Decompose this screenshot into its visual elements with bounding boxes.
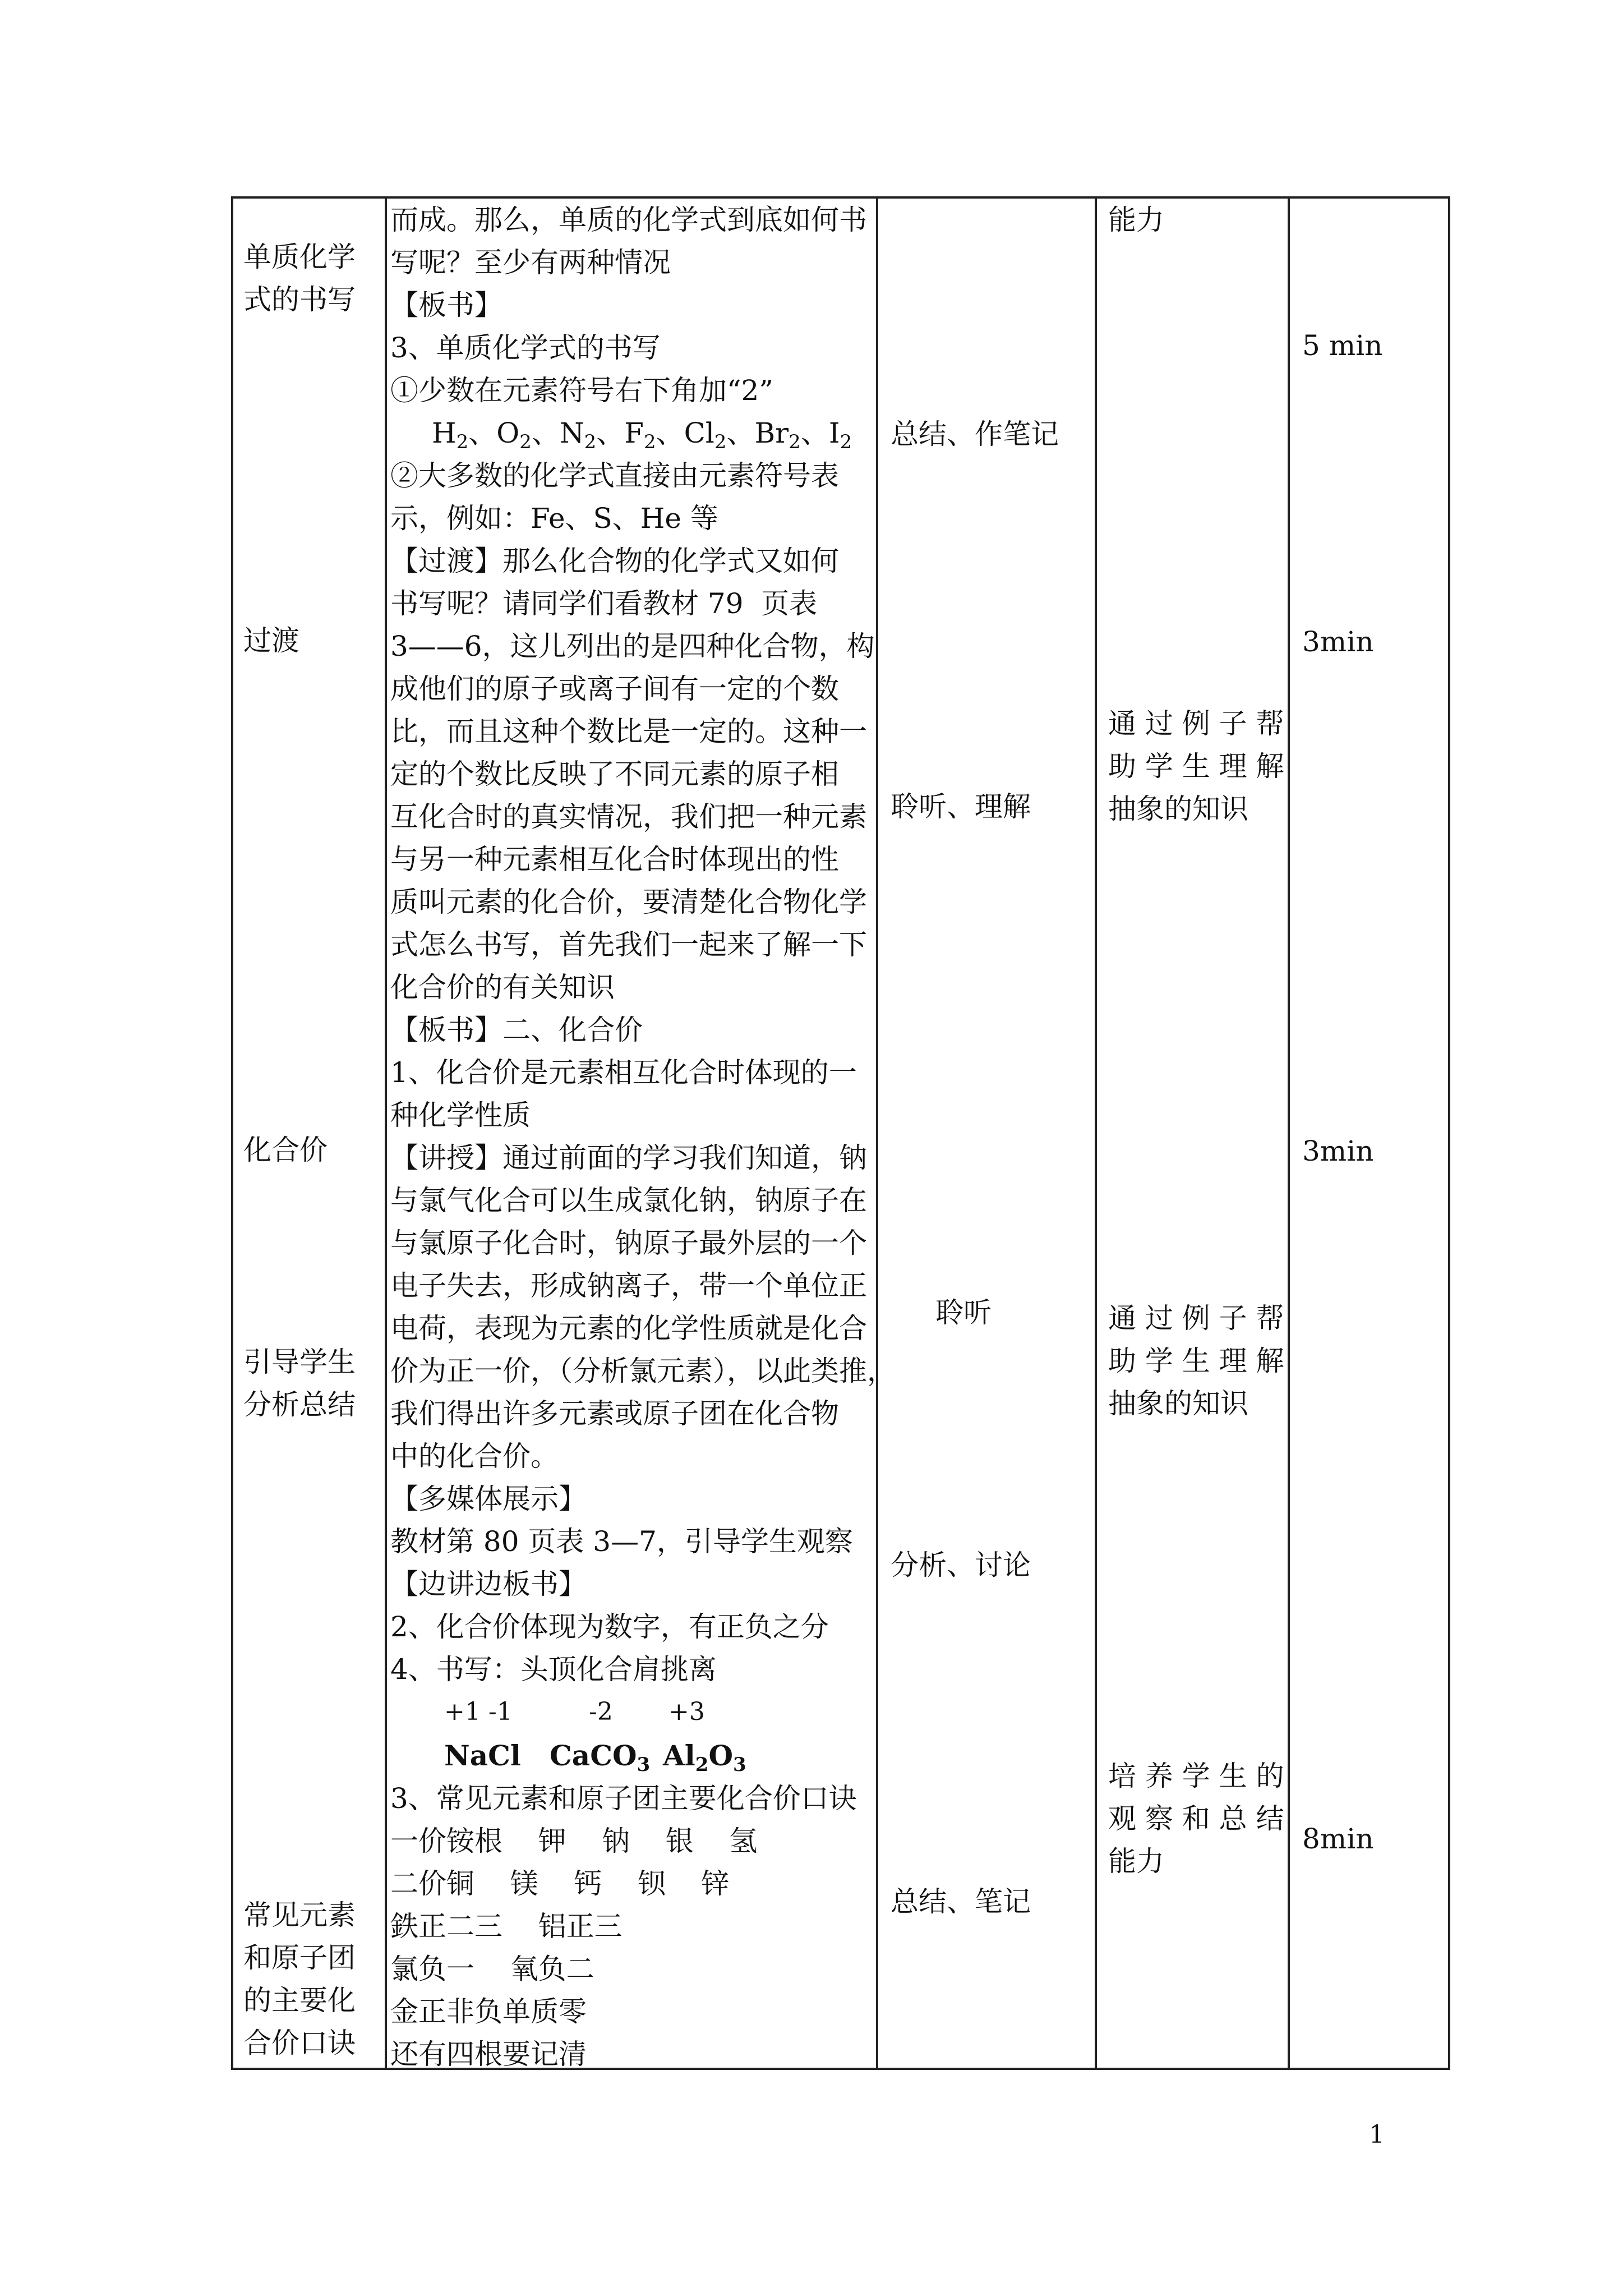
design-intent: 能力: [1108, 204, 1164, 236]
content-line: 3——6，这儿列出的是四种化合物，构: [390, 630, 875, 662]
content-line: 4、书写：头顶化合肩挑离: [390, 1653, 717, 1686]
student-activity: 分析、讨论: [891, 1549, 1031, 1581]
content-line: 二价铜 镁 钙 钡 锌: [390, 1867, 730, 1900]
content-line: 写呢？至少有两种情况: [390, 246, 671, 279]
design-intent: 观 察 和 总 结: [1108, 1802, 1284, 1835]
stage-label: 的主要化: [243, 1984, 356, 2017]
valence-numbers: +1 -1: [444, 1697, 513, 1726]
content-line: 种化学性质: [390, 1099, 531, 1131]
content-line: 【板书】: [390, 289, 502, 321]
time-allocation: 3min: [1302, 625, 1374, 658]
table-border-col3: [1095, 196, 1097, 2070]
stage-label: 过渡: [243, 624, 299, 657]
design-intent: 抽象的知识: [1108, 1387, 1248, 1420]
content-line: 鉄正二三 铝正三: [390, 1910, 623, 1943]
table-border-right: [1448, 196, 1450, 2070]
stage-label: 和原子团: [243, 1941, 356, 1974]
content-line: ①少数在元素符号右下角加“2”: [390, 374, 773, 407]
content-line: 【边讲边板书】: [390, 1568, 587, 1600]
content-line: 中的化合价。: [390, 1440, 559, 1473]
content-line: 化合价的有关知识: [390, 971, 615, 1004]
design-intent: 能力: [1108, 1845, 1164, 1878]
stage-label: 引导学生: [243, 1346, 356, 1378]
content-line: 示，例如：Fe、S、He 等: [390, 502, 718, 535]
content-line: 书写呢？请同学们看教材 79 页表: [390, 587, 818, 620]
content-line: 1、化合价是元素相互化合时体现的一: [390, 1056, 857, 1089]
content-line: 【过渡】那么化合物的化学式又如何: [390, 545, 839, 577]
stage-label: 单质化学: [243, 241, 356, 273]
time-allocation: 5 min: [1302, 329, 1383, 362]
table-border-col2: [876, 196, 878, 2070]
time-allocation: 3min: [1302, 1135, 1374, 1167]
formula-nacl: NaCl: [444, 1739, 521, 1772]
stage-label: 合价口诀: [243, 2027, 356, 2059]
content-line: 价为正一价，（分析氯元素），以此类推，: [390, 1355, 895, 1387]
content-line: 3、常见元素和原子团主要化合价口诀: [390, 1782, 857, 1815]
table-border-col4: [1288, 196, 1290, 2070]
content-line: 与另一种元素相互化合时体现出的性: [390, 843, 839, 876]
content-line: 质叫元素的化合价，要清楚化合物化学: [390, 886, 867, 918]
content-line: 氯负一 氧负二: [390, 1953, 594, 1985]
content-line: 教材第 80 页表 3—7，引导学生观察: [390, 1525, 853, 1558]
design-intent: 助 学 生 理 解: [1108, 750, 1284, 783]
table-border-left: [231, 196, 233, 2070]
formula-al2o3: $Al_2O_3$: [663, 1739, 746, 1776]
content-line: 2、化合价体现为数字，有正负之分: [390, 1611, 829, 1643]
formula-line-elements: $H_2$、$O_2$、$N_2$、$F_2$、$Cl_2$、$Br_2$、$I_2$: [432, 417, 852, 453]
content-line: 与氯气化合可以生成氯化钠，钠原子在: [390, 1184, 867, 1217]
design-intent: 培 养 学 生 的: [1108, 1760, 1284, 1792]
content-line: 电子失去，形成钠离子，带一个单位正: [390, 1269, 867, 1302]
content-line: 【板书】二、化合价: [390, 1014, 643, 1046]
content-line: 【讲授】通过前面的学习我们知道，钠: [390, 1142, 867, 1174]
design-intent: 通 过 例 子 帮: [1108, 707, 1284, 740]
content-line: 3、单质化学式的书写: [390, 332, 661, 364]
stage-label: 分析总结: [243, 1388, 356, 1421]
content-line: ②大多数的化学式直接由元素符号表: [390, 459, 839, 492]
stage-label: 式的书写: [243, 283, 356, 316]
table-border-col1: [385, 196, 387, 2070]
stage-label: 化合价: [243, 1134, 328, 1166]
student-activity: 总结、作笔记: [891, 418, 1059, 450]
content-line: 我们得出许多元素或原子团在化合物: [390, 1397, 839, 1430]
content-line: 金正非负单质零: [390, 1995, 587, 2028]
content-line: 而成。那么，单质的化学式到底如何书: [390, 204, 867, 236]
design-intent: 抽象的知识: [1108, 793, 1248, 825]
formula-caco3: CaCO$_3$: [550, 1739, 651, 1776]
page-number: 1: [1369, 2120, 1385, 2149]
valence-numbers: +3: [668, 1697, 705, 1726]
time-allocation: 8min: [1302, 1823, 1374, 1855]
design-intent: 通 过 例 子 帮: [1108, 1302, 1284, 1335]
content-line: 定的个数比反映了不同元素的原子相: [390, 758, 839, 790]
content-line: 与氯原子化合时，钠原子最外层的一个: [390, 1227, 867, 1259]
content-line: 一价铵根 钾 钠 银 氢: [390, 1825, 758, 1857]
content-line: 还有四根要记清: [390, 2038, 587, 2070]
content-line: 互化合时的真实情况，我们把一种元素: [390, 800, 867, 833]
design-intent: 助 学 生 理 解: [1108, 1345, 1284, 1377]
student-activity: 聆听、理解: [891, 790, 1031, 823]
valence-numbers: -2: [589, 1697, 613, 1726]
content-line: 电荷，表现为元素的化学性质就是化合: [390, 1312, 867, 1345]
student-activity: 总结、笔记: [891, 1885, 1031, 1918]
content-line: 比，而且这种个数比是一定的。这种一: [390, 715, 867, 748]
content-line: 式怎么书写，首先我们一起来了解一下: [390, 928, 867, 961]
content-line: 成他们的原子或离子间有一定的个数: [390, 673, 839, 705]
content-line: 【多媒体展示】: [390, 1483, 587, 1515]
stage-label: 常见元素: [243, 1899, 356, 1931]
student-activity: 聆听: [935, 1296, 992, 1329]
